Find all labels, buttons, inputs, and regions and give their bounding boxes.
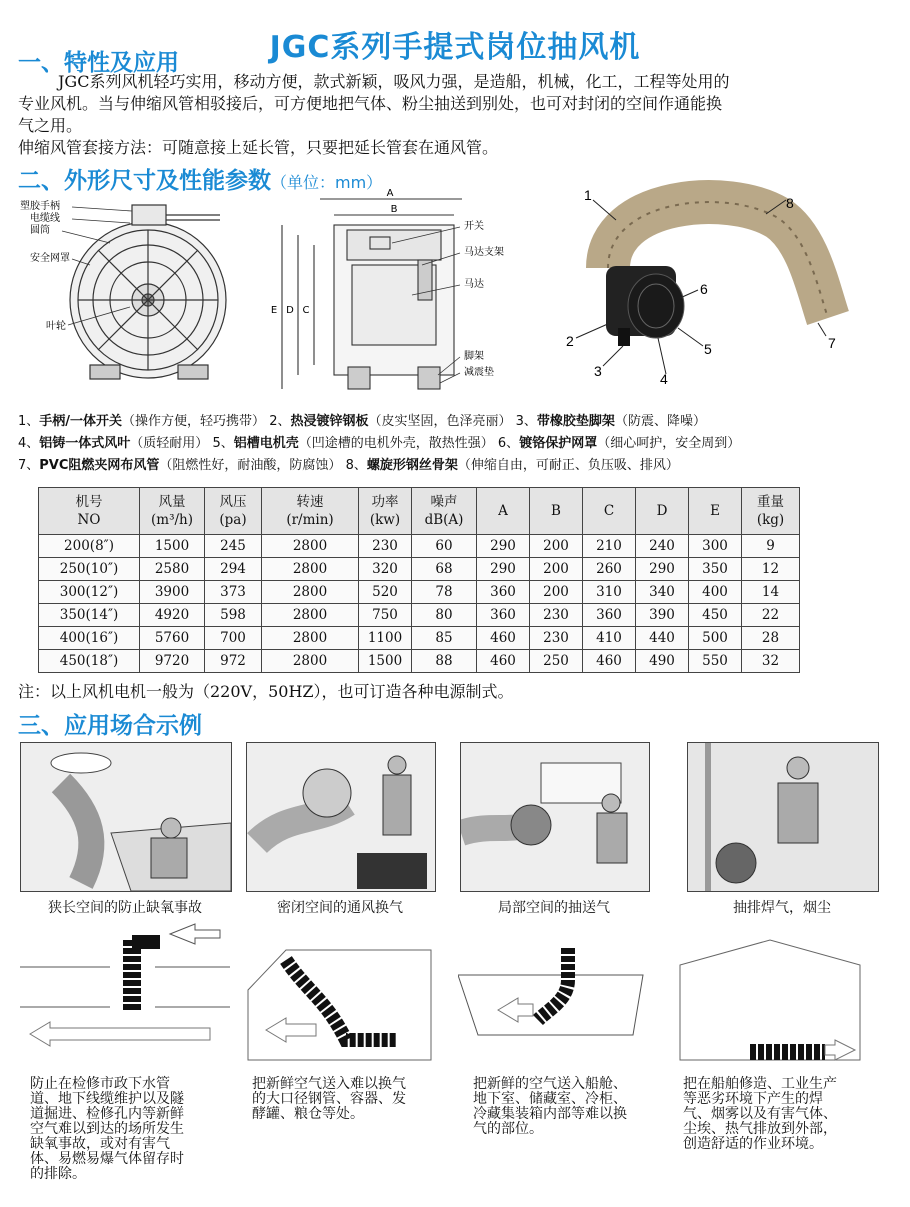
table-cell: 2800: [262, 604, 359, 627]
dim-a: A: [386, 188, 394, 199]
scene-welding-fume: [687, 742, 879, 892]
table-cell: 68: [412, 558, 477, 581]
table-cell: 1500: [359, 650, 412, 673]
table-cell: 294: [205, 558, 262, 581]
product-photo: [548, 178, 888, 398]
feature-name: PVC阻燃夹网布风管: [39, 458, 160, 473]
table-cell: 200: [530, 581, 583, 604]
diagram-ship-hold: [458, 940, 648, 1065]
page-title: JGC系列手提式岗位抽风机: [269, 30, 641, 65]
intro-line-1: JGC系列风机轻巧实用，移动方便，款式新颖，吸风力强，是造船，机械，化工，工程等处用的: [58, 72, 730, 91]
table-cell: 460: [477, 650, 530, 673]
label-cylinder: 圆筒: [30, 225, 50, 236]
table-cell: 1500: [140, 535, 205, 558]
table-cell: 400(16″): [39, 627, 140, 650]
table-cell: 290: [636, 558, 689, 581]
photo-label-2: 2: [566, 333, 574, 349]
table-cell: 350(14″): [39, 604, 140, 627]
desc-line: 气的部位。: [473, 1121, 543, 1137]
feature-name: 镀铬保护网罩: [519, 436, 598, 451]
feature-desc: （凹途槽的电机外壳，散热性强）: [298, 436, 494, 451]
table-cell: 2800: [262, 558, 359, 581]
feature-num: 1、: [18, 414, 40, 429]
label-motor-bracket: 马达支架: [464, 247, 504, 258]
table-cell: 460: [477, 627, 530, 650]
feature-num: 3、: [515, 414, 537, 429]
feature-num: 2、: [269, 414, 291, 429]
table-cell: 22: [742, 604, 800, 627]
photo-label-5: 5: [704, 341, 712, 357]
feature-num: 8、: [345, 458, 367, 473]
intro-line-3: 气之用。: [18, 116, 83, 135]
dim-e: E: [270, 305, 278, 316]
table-cell: 250(10″): [39, 558, 140, 581]
table-cell: 2800: [262, 581, 359, 604]
col-header: A: [477, 488, 530, 535]
scene-local-space: [460, 742, 650, 892]
spec-table: [38, 487, 800, 673]
table-cell: 9: [742, 535, 800, 558]
desc-line: 的大口径钢管、容器、发: [252, 1091, 406, 1107]
label-safety-guard: 安全网罩: [30, 253, 70, 264]
photo-label-6: 6: [700, 281, 708, 297]
table-cell: 230: [359, 535, 412, 558]
table-cell: 200(8″): [39, 535, 140, 558]
table-cell: 200: [530, 558, 583, 581]
feature-name: 带橡胶垫脚架: [536, 414, 615, 429]
table-cell: 400: [689, 581, 742, 604]
table-cell: 200: [530, 535, 583, 558]
feature-name: 螺旋形钢丝骨架: [366, 458, 458, 473]
label-cable: 电缆线: [30, 213, 60, 224]
label-motor: 马达: [464, 279, 484, 290]
table-row: [39, 581, 800, 604]
table-cell: 12: [742, 558, 800, 581]
col-header: 机号 NO: [39, 488, 140, 535]
table-cell: 360: [583, 604, 636, 627]
table-cell: 520: [359, 581, 412, 604]
section-heading-dimensions-text: 二、外形尺寸及性能参数: [18, 168, 271, 194]
desc-line: 体、易燃易爆气体留存时: [30, 1151, 184, 1167]
table-cell: 3900: [140, 581, 205, 604]
table-cell: 210: [583, 535, 636, 558]
table-cell: 310: [583, 581, 636, 604]
col-header: 风压 (pa): [205, 488, 262, 535]
feature-desc: （防震、降噪）: [614, 414, 706, 429]
desc-line: 把新鲜的空气送入船舱、: [473, 1076, 627, 1092]
table-cell: 2800: [262, 535, 359, 558]
label-switch: 开关: [464, 221, 484, 232]
desc-line: 道掘进、检修孔内等新鲜: [30, 1106, 184, 1122]
table-cell: 450(18″): [39, 650, 140, 673]
intro-line-2: 专业风机。当与伸缩风管相驳接后，可方便地把气体、粉尘抽送到别处，也可对封闭的空间作通能换: [18, 94, 723, 113]
feature-name: 手柄/一体开关: [39, 414, 123, 429]
photo-label-7: 7: [828, 335, 836, 351]
table-row: [39, 558, 800, 581]
dim-d: D: [286, 305, 294, 316]
table-cell: 410: [583, 627, 636, 650]
section-heading-features: 一、特性及应用: [18, 50, 179, 76]
desc-line: 冷藏集装箱内部等难以换: [473, 1106, 627, 1122]
feature-list: [18, 411, 898, 477]
feature-desc: （细心呵护，安全周到）: [597, 436, 741, 451]
table-cell: 14: [742, 581, 800, 604]
table-cell: 340: [636, 581, 689, 604]
table-cell: 230: [530, 627, 583, 650]
feature-desc: （伸缩自由，可耐正、负压吸、排风）: [457, 458, 679, 473]
table-cell: 85: [412, 627, 477, 650]
feature-desc: （操作方便，轻巧携带）: [122, 414, 266, 429]
desc-line: 的排除。: [30, 1166, 86, 1182]
desc-line: 等恶劣环境下产生的焊: [683, 1091, 823, 1107]
feature-line-3: [18, 455, 898, 477]
table-cell: 2800: [262, 650, 359, 673]
table-cell: 390: [636, 604, 689, 627]
feature-desc: （皮实坚固，色泽亮丽）: [368, 414, 512, 429]
photo-label-3: 3: [594, 363, 602, 379]
table-cell: 60: [412, 535, 477, 558]
power-note: 注：以上风机电机一般为（220V，50HZ），也可订造各种电源制式。: [18, 682, 514, 701]
scene-confined-space: [246, 742, 436, 892]
scene-narrow-space: [20, 742, 232, 892]
col-header: 风量 (m³/h): [140, 488, 205, 535]
fan-side-view-diagram: [262, 185, 542, 405]
table-cell: 88: [412, 650, 477, 673]
table-cell: 750: [359, 604, 412, 627]
fan-front-view-diagram: [20, 195, 240, 395]
caption-welding-fume: 抽排焊气，烟尘: [733, 900, 831, 916]
feature-name: 铝槽电机壳: [233, 436, 299, 451]
feature-num: 4、: [18, 436, 40, 451]
desc-ship-hold: [473, 1077, 673, 1137]
table-row: [39, 627, 800, 650]
table-cell: 78: [412, 581, 477, 604]
caption-local-space: 局部空间的抽送气: [498, 900, 610, 916]
table-cell: 598: [205, 604, 262, 627]
section-heading-applications: 三、应用场合示例: [18, 713, 202, 739]
table-cell: 500: [689, 627, 742, 650]
table-cell: 250: [530, 650, 583, 673]
feature-num: 7、: [18, 458, 40, 473]
feature-name: 热浸镀锌钢板: [290, 414, 369, 429]
feature-name: 铝铸一体式风叶: [39, 436, 131, 451]
table-cell: 300(12″): [39, 581, 140, 604]
table-cell: 80: [412, 604, 477, 627]
table-cell: 260: [583, 558, 636, 581]
table-cell: 360: [477, 581, 530, 604]
table-cell: 230: [530, 604, 583, 627]
table-cell: 9720: [140, 650, 205, 673]
dim-b: B: [390, 204, 398, 215]
dim-c: C: [302, 305, 310, 316]
photo-label-8: 8: [786, 195, 794, 211]
desc-factory: [683, 1077, 893, 1152]
unit-label: （单位：mm）: [271, 173, 383, 192]
feature-line-2: [18, 433, 898, 455]
table-cell: 290: [477, 535, 530, 558]
table-row: [39, 535, 800, 558]
table-cell: 5760: [140, 627, 205, 650]
caption-confined-space: 密闭空间的通风换气: [277, 900, 403, 916]
table-cell: 490: [636, 650, 689, 673]
table-cell: 350: [689, 558, 742, 581]
table-cell: 245: [205, 535, 262, 558]
col-header: 转速 (r/min): [262, 488, 359, 535]
feature-line-1: [18, 411, 898, 433]
table-cell: 2800: [262, 627, 359, 650]
feature-num: 5、: [212, 436, 234, 451]
desc-line: 防止在检修市政下水管: [30, 1076, 170, 1092]
table-row: [39, 650, 800, 673]
photo-label-1: 1: [584, 187, 592, 203]
table-cell: 373: [205, 581, 262, 604]
table-cell: 550: [689, 650, 742, 673]
col-header: 功率 (kw): [359, 488, 412, 535]
desc-line: 创造舒适的作业环境。: [683, 1136, 823, 1152]
desc-line: 气、烟雾以及有害气体、: [683, 1106, 837, 1122]
col-header: B: [530, 488, 583, 535]
table-cell: 290: [477, 558, 530, 581]
col-header: 噪声 dB(A): [412, 488, 477, 535]
desc-line: 尘埃、热气排放到外部，: [683, 1121, 837, 1137]
desc-underground: [30, 1077, 230, 1182]
spec-table-header: [39, 488, 800, 535]
col-header: C: [583, 488, 636, 535]
feature-desc: （质轻耐用）: [130, 436, 209, 451]
feature-num: 6、: [497, 436, 520, 451]
desc-line: 地下室、储藏室、冷柜、: [473, 1091, 627, 1107]
desc-line: 道、地下线缆维护以及隧: [30, 1091, 184, 1107]
desc-vessel: [252, 1077, 452, 1122]
diagram-vessel: [246, 930, 434, 1065]
table-cell: 28: [742, 627, 800, 650]
table-cell: 440: [636, 627, 689, 650]
table-cell: 320: [359, 558, 412, 581]
diagram-underground: [20, 922, 230, 1067]
desc-line: 把在船舶修造、工业生产: [683, 1076, 837, 1092]
table-cell: 450: [689, 604, 742, 627]
desc-line: 把新鲜空气送入难以换气: [252, 1076, 406, 1092]
col-header: D: [636, 488, 689, 535]
label-damping-pad: 减震垫: [464, 367, 494, 378]
table-cell: 460: [583, 650, 636, 673]
desc-line: 酵罐、粮仓等处。: [252, 1106, 364, 1122]
table-cell: 240: [636, 535, 689, 558]
label-impeller: 叶轮: [46, 321, 66, 332]
desc-line: 空气难以到达的场所发生: [30, 1121, 184, 1137]
table-cell: 700: [205, 627, 262, 650]
table-cell: 300: [689, 535, 742, 558]
caption-narrow-space: 狭长空间的防止缺氧事故: [48, 900, 202, 916]
col-header: E: [689, 488, 742, 535]
table-cell: 4920: [140, 604, 205, 627]
desc-line: 缺氧事故，或对有害气: [30, 1136, 170, 1152]
table-cell: 1100: [359, 627, 412, 650]
label-stand: 脚架: [464, 351, 484, 362]
col-header: 重量 (kg): [742, 488, 800, 535]
intro-hose-method: 伸缩风管套接方法：可随意接上延长管，只要把延长管套在通风管。: [18, 138, 499, 157]
table-cell: 360: [477, 604, 530, 627]
feature-desc: （阻燃性好，耐油酸，防腐蚀）: [159, 458, 342, 473]
label-handle: 塑胶手柄: [20, 201, 60, 212]
table-cell: 2580: [140, 558, 205, 581]
photo-label-4: 4: [660, 371, 668, 387]
diagram-factory: [675, 930, 885, 1070]
table-cell: 972: [205, 650, 262, 673]
table-cell: 32: [742, 650, 800, 673]
table-row: [39, 604, 800, 627]
